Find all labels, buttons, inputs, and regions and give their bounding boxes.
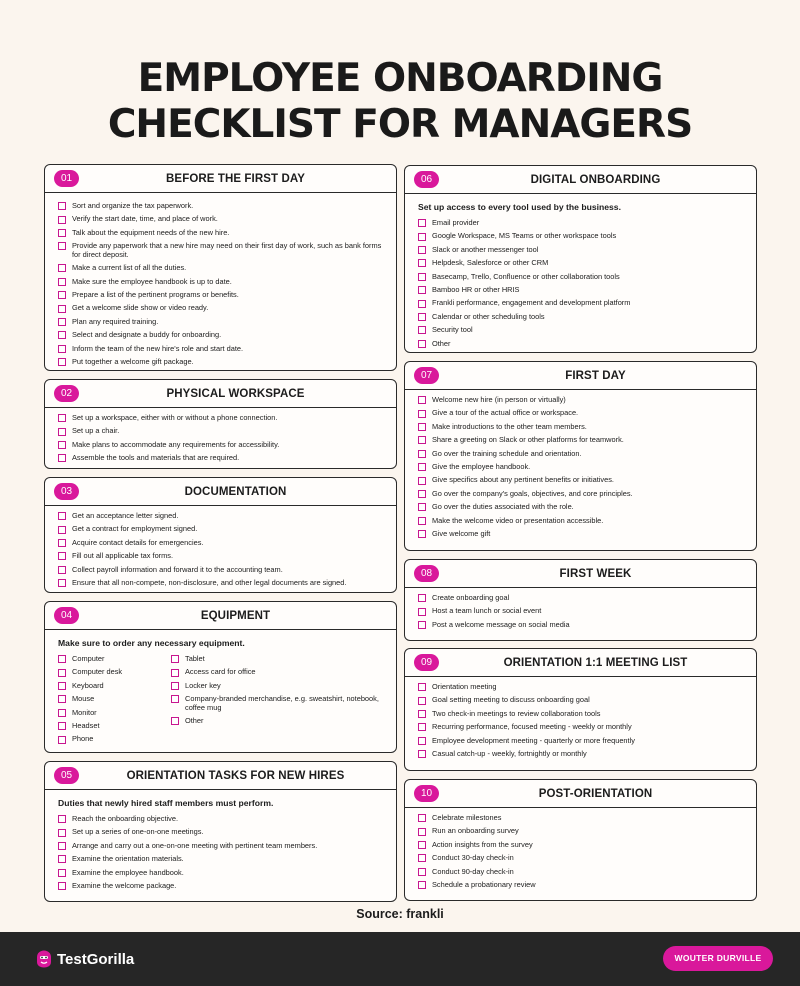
section-title: FIRST DAY (565, 370, 626, 382)
checklist (405, 677, 756, 759)
checklist-item-label: Other (185, 716, 204, 726)
checkbox[interactable] (58, 291, 66, 299)
checklist-item-label: Get a contract for employment signed. (72, 524, 198, 534)
checklist-item-label: Welcome new hire (in person or virtually) (432, 395, 566, 404)
checkbox[interactable] (418, 881, 426, 889)
checkbox[interactable] (171, 655, 179, 663)
checklist-item (418, 621, 746, 630)
checklist-item-label: Go over the duties associated with the role. (432, 502, 574, 512)
section-number-badge: 10 (414, 785, 439, 802)
checklist-item-label: Helpdesk, Salesforce or other CRM (432, 258, 549, 268)
checkbox[interactable] (58, 842, 66, 850)
section-header (405, 560, 756, 588)
checklist-item (418, 827, 746, 836)
footer-bar (0, 932, 800, 986)
checkbox[interactable] (58, 695, 66, 703)
checklist-item-label: Give welcome gift (432, 528, 491, 538)
checklist-item (58, 579, 386, 588)
checklist-item-label: Ensure that all non-compete, non-disclosure, and other legal documents are signed. (72, 577, 347, 587)
checkbox[interactable] (418, 841, 426, 849)
checklist-item (418, 490, 746, 499)
checklist-item (418, 594, 746, 603)
checkbox[interactable] (58, 669, 66, 677)
author-badge: WOUTER DURVILLE (663, 946, 773, 971)
checklist-item (418, 737, 746, 746)
checkbox[interactable] (418, 750, 426, 758)
checkbox[interactable] (418, 313, 426, 321)
checkbox[interactable] (418, 854, 426, 862)
checkbox[interactable] (418, 300, 426, 308)
source-credit: Source: frankli (356, 907, 444, 921)
checklist-item (418, 841, 746, 850)
checkbox[interactable] (418, 594, 426, 602)
checklist-item (171, 695, 381, 712)
section-first-week (404, 559, 757, 641)
section-first-day (404, 361, 757, 551)
checklist-item-label: Other (432, 338, 451, 348)
checklist-item-label: Action insights from the survey (432, 839, 533, 849)
checklist-item-label: Arrange and carry out a one-on-one meeting with pertinent team members. (72, 840, 318, 850)
checklist-item (58, 454, 386, 463)
checkbox[interactable] (58, 229, 66, 237)
checklist-item-label: Celebrate milestones (432, 813, 502, 822)
checklist-item (58, 552, 386, 561)
checklist-item-label: Recurring performance, focused meeting - weekly or monthly (432, 722, 632, 732)
checkbox[interactable] (58, 869, 66, 877)
section-number-badge: 03 (54, 483, 79, 500)
checklist-item (418, 530, 746, 539)
section-orientation-tasks (44, 761, 397, 902)
checkbox[interactable] (418, 340, 426, 348)
checklist-item-label: Prepare a list of the pertinent programs or benefits. (72, 289, 239, 299)
checklist-item-label: Google Workspace, MS Teams or other workspace tools (432, 231, 617, 241)
checkbox[interactable] (171, 717, 179, 725)
checkbox[interactable] (58, 682, 66, 690)
checkbox[interactable] (418, 450, 426, 458)
checklist-item-label: Put together a welcome gift package. (72, 356, 194, 366)
checklist-item (58, 291, 386, 300)
checklist-item-label: Conduct 90-day check-in (432, 866, 514, 876)
section-number-badge: 09 (414, 654, 439, 671)
checklist-item (418, 313, 746, 322)
checklist (45, 506, 396, 588)
checklist-item-label: Computer desk (72, 667, 123, 677)
checkbox[interactable] (418, 503, 426, 511)
checkbox[interactable] (58, 815, 66, 823)
section-number-badge: 07 (414, 367, 439, 384)
checklist-item-label: Monitor (72, 707, 97, 717)
checklist-item (171, 655, 381, 664)
checkbox[interactable] (58, 345, 66, 353)
checklist-item (58, 842, 386, 851)
checklist-item-label: Talk about the equipment needs of the new hire. (72, 227, 230, 237)
checklist-item-label: Basecamp, Trello, Confluence or other collaboration tools (432, 271, 620, 281)
checklist (405, 588, 756, 629)
checkbox[interactable] (418, 683, 426, 691)
checkbox[interactable] (58, 331, 66, 339)
checklist-item (58, 709, 171, 718)
checklist-item (171, 682, 381, 691)
checklist (45, 408, 396, 463)
checklist-item (58, 539, 386, 548)
checkbox[interactable] (418, 530, 426, 538)
checklist-item-label: Fill out all applicable tax forms. (72, 551, 174, 561)
checklist-item-label: Make sure the employee handbook is up to date. (72, 276, 232, 286)
checklist-item-label: Employee development meeting - quarterly or more frequently (432, 735, 635, 745)
section-header (45, 478, 396, 506)
checkbox[interactable] (58, 655, 66, 663)
section-title: ORIENTATION 1:1 MEETING LIST (503, 657, 688, 669)
section-number-badge: 04 (54, 607, 79, 624)
checklist-item (418, 246, 746, 255)
checklist-item (58, 566, 386, 575)
checklist (58, 815, 386, 891)
section-documentation (44, 477, 397, 593)
checklist-item-label: Access card for office (185, 667, 256, 677)
checkbox[interactable] (418, 326, 426, 334)
checkbox[interactable] (418, 410, 426, 418)
section-number-badge: 06 (414, 171, 439, 188)
checkbox[interactable] (58, 278, 66, 286)
checkbox[interactable] (418, 423, 426, 431)
section-title: DOCUMENTATION (184, 486, 287, 498)
checklist-item (58, 655, 171, 664)
checklist (418, 219, 746, 348)
section-title: BEFORE THE FIRST DAY (166, 173, 305, 185)
checklist-item (58, 202, 386, 211)
checkbox[interactable] (418, 621, 426, 629)
checklist-item-label: Assemble the tools and materials that are required. (72, 453, 240, 463)
checkbox[interactable] (58, 882, 66, 890)
checklist-item-label: Tablet (185, 654, 205, 663)
checklist-item-label: Mouse (72, 694, 95, 704)
checkbox[interactable] (418, 436, 426, 444)
checklist-item-label: Headset (72, 720, 100, 730)
section-header (405, 362, 756, 390)
checklist-item (58, 264, 386, 273)
checklist-item (418, 710, 746, 719)
checklist-item (58, 869, 386, 878)
checkbox[interactable] (58, 829, 66, 837)
checklist-item (418, 219, 746, 228)
checkbox[interactable] (418, 286, 426, 294)
checklist-item (58, 318, 386, 327)
checklist-item (418, 286, 746, 295)
checklist-item (171, 717, 381, 726)
checklist-item-label: Conduct 30-day check-in (432, 853, 514, 863)
section-post-orientation (404, 779, 757, 901)
checklist-item-label: Host a team lunch or social event (432, 606, 542, 616)
checkbox[interactable] (58, 512, 66, 520)
section-physical-workspace (44, 379, 397, 469)
checklist-item (58, 278, 386, 287)
brand-name: TestGorilla (57, 950, 135, 968)
checklist-item-label: Run an onboarding survey (432, 826, 519, 836)
checklist-item (58, 229, 386, 238)
checkbox[interactable] (418, 233, 426, 241)
section-number-badge: 02 (54, 385, 79, 402)
checklist-item-label: Acquire contact details for emergencies. (72, 537, 204, 547)
checklist-item-label: Phone (72, 734, 94, 744)
checklist-item-label: Make plans to accommodate any requirements for accessibility. (72, 439, 280, 449)
checklist-item (418, 340, 746, 349)
checklist-item (418, 723, 746, 732)
checklist-item (58, 345, 386, 354)
checklist-item (58, 358, 386, 367)
checklist-item-label: Email provider (432, 218, 480, 227)
section-title: EQUIPMENT (200, 610, 271, 622)
checkbox[interactable] (58, 264, 66, 272)
checkbox[interactable] (58, 242, 66, 250)
gorilla-logo-icon (36, 950, 52, 968)
checklist-item-label: Calendar or other scheduling tools (432, 311, 545, 321)
checklist-item (418, 436, 746, 445)
checkbox[interactable] (58, 526, 66, 534)
checklist-item (58, 695, 171, 704)
checkbox[interactable] (58, 318, 66, 326)
section-intro: Duties that newly hired staff members must perform. (58, 798, 274, 808)
checklist-item-label: Get a welcome slide show or video ready. (72, 303, 209, 313)
checklist-item (418, 299, 746, 308)
checklist-item-label: Make introductions to the other team members. (432, 421, 587, 431)
checklist-item-label: Set up a series of one-on-one meetings. (72, 827, 204, 837)
checklist-item-label: Set up a chair. (72, 426, 120, 436)
checklist-item (418, 396, 746, 405)
checklist-item (58, 441, 386, 450)
checklist-item-label: Set up a workspace, either with or without a phone connection. (72, 413, 278, 422)
checklist-item (418, 868, 746, 877)
checkbox[interactable] (418, 608, 426, 616)
checklist-item-label: Get an acceptance letter signed. (72, 511, 179, 520)
checklist-item-label: Schedule a probationary review (432, 879, 536, 889)
checkbox[interactable] (418, 259, 426, 267)
section-equipment (44, 601, 397, 753)
checkbox[interactable] (58, 736, 66, 744)
checklist-item-label: Inform the team of the new hire's role and start date. (72, 343, 244, 353)
checkbox[interactable] (58, 579, 66, 587)
checklist-item (418, 476, 746, 485)
checklist-item (58, 682, 171, 691)
checklist-item (58, 735, 171, 744)
brand-logo[interactable] (36, 948, 134, 970)
checklist-item (58, 815, 386, 824)
checkbox[interactable] (58, 428, 66, 436)
section-number-badge: 05 (54, 767, 79, 784)
checklist-item-label: Orientation meeting (432, 682, 497, 691)
checklist (45, 196, 396, 366)
checklist-item (418, 273, 746, 282)
checklist-item (418, 409, 746, 418)
page-title-line-1: EMPLOYEE ONBOARDING (137, 56, 663, 101)
checklist-item (418, 259, 746, 268)
checklist-item (58, 331, 386, 340)
checklist-item-label: Bamboo HR or other HRIS (432, 284, 520, 294)
checklist-item (418, 854, 746, 863)
checkbox[interactable] (418, 463, 426, 471)
page-title (0, 56, 800, 148)
checklist-item-label: Keyboard (72, 680, 104, 690)
checkbox[interactable] (58, 202, 66, 210)
checkbox[interactable] (58, 414, 66, 422)
section-number-badge: 01 (54, 170, 79, 187)
section-header (405, 780, 756, 808)
checklist-item-label: Go over the training schedule and orientation. (432, 448, 582, 458)
checklist-item (418, 423, 746, 432)
checklist-item-label: Give a tour of the actual office or workspace. (432, 408, 579, 418)
section-title: ORIENTATION TASKS FOR NEW HIRES (126, 770, 345, 782)
checklist-item-label: Reach the onboarding objective. (72, 814, 179, 823)
checklist-item-label: Share a greeting on Slack or other platforms for teamwork. (432, 435, 624, 445)
section-title: DIGITAL ONBOARDING (530, 174, 661, 186)
checklist-item-label: Collect payroll information and forward it to the accounting team. (72, 564, 283, 574)
checkbox[interactable] (171, 682, 179, 690)
checklist-item (58, 414, 386, 423)
checklist-item-label: Examine the welcome package. (72, 880, 177, 890)
checklist-item-label: Casual catch-up - weekly, fortnightly or monthly (432, 748, 587, 758)
section-digital-onboarding (404, 165, 757, 353)
checklist-item (58, 427, 386, 436)
checklist-item-label: Give the employee handbook. (432, 461, 531, 471)
checkbox[interactable] (418, 868, 426, 876)
checklist-item-label: Verify the start date, time, and place of work. (72, 214, 218, 224)
checklist-item-label: Computer (72, 654, 105, 663)
checklist-item (58, 828, 386, 837)
checkbox[interactable] (58, 454, 66, 462)
checklist-item-label: Company-branded merchandise, e.g. sweatshirt, notebook, coffee mug (185, 694, 379, 712)
checklist-item-label: Plan any required training. (72, 316, 159, 326)
checkbox[interactable] (418, 517, 426, 525)
checklist-item-label: Frankli performance, engagement and development platform (432, 298, 631, 308)
checkbox[interactable] (418, 737, 426, 745)
checklist-item (418, 607, 746, 616)
checkbox[interactable] (58, 855, 66, 863)
checkbox[interactable] (58, 709, 66, 717)
checklist-item-label: Slack or another messenger tool (432, 244, 539, 254)
checklist-item-label: Provide any paperwork that a new hire may need on their first day of work, such as bank forms for direct deposit. (72, 241, 382, 259)
section-header (45, 380, 396, 408)
section-header (405, 166, 756, 194)
checklist-item (418, 450, 746, 459)
checklist-item (418, 503, 746, 512)
checkbox[interactable] (418, 710, 426, 718)
checklist-right-column (171, 655, 381, 749)
checklist-item (418, 750, 746, 759)
checklist-item-label: Examine the employee handbook. (72, 867, 184, 877)
checklist-item (58, 668, 171, 677)
checklist-item (58, 242, 386, 259)
section-title: PHYSICAL WORKSPACE (166, 388, 305, 400)
checklist-item-label: Give specifics about any pertinent benefits or initiatives. (432, 475, 614, 485)
section-before-first-day (44, 164, 397, 371)
checklist-item (418, 463, 746, 472)
checklist-item-label: Goal setting meeting to discuss onboarding goal (432, 695, 590, 705)
checkbox[interactable] (418, 219, 426, 227)
checklist-item (58, 722, 171, 731)
checklist-item-label: Go over the company's goals, objectives, and core principles. (432, 488, 633, 498)
checkbox[interactable] (171, 695, 179, 703)
checkbox[interactable] (418, 477, 426, 485)
checklist-item (171, 668, 381, 677)
checklist-item-label: Make a current list of all the duties. (72, 263, 187, 273)
checkbox[interactable] (418, 697, 426, 705)
checkbox[interactable] (418, 246, 426, 254)
page-title-line-2: CHECKLIST FOR MANAGERS (107, 102, 693, 147)
section-header (45, 602, 396, 630)
checkbox[interactable] (58, 552, 66, 560)
checklist-item (418, 814, 746, 823)
checkbox[interactable] (58, 539, 66, 547)
checklist-item (58, 512, 386, 521)
checklist-item-label: Make the welcome video or presentation accessible. (432, 515, 604, 525)
checkbox[interactable] (418, 396, 426, 404)
section-intro: Set up access to every tool used by the business. (418, 202, 621, 212)
section-orientation-meetings (404, 648, 757, 771)
checkbox[interactable] (58, 305, 66, 313)
checklist-item-label: Create onboarding goal (432, 593, 510, 602)
checkbox[interactable] (418, 814, 426, 822)
checklist-left-column (58, 655, 171, 749)
section-title: POST-ORIENTATION (538, 788, 653, 800)
checklist-item (418, 232, 746, 241)
checklist (405, 808, 756, 890)
checklist-item-label: Two check-in meetings to review collaboration tools (432, 708, 601, 718)
checklist-item-label: Locker key (185, 680, 221, 690)
section-intro: Make sure to order any necessary equipment. (58, 638, 245, 648)
checkbox[interactable] (58, 566, 66, 574)
checklist-item-label: Post a welcome message on social media (432, 619, 570, 629)
checkbox[interactable] (171, 669, 179, 677)
section-title: FIRST WEEK (559, 568, 632, 580)
checklist-item (418, 517, 746, 526)
section-header (45, 165, 396, 193)
checklist (405, 390, 756, 539)
checkbox[interactable] (418, 273, 426, 281)
checkbox[interactable] (58, 722, 66, 730)
checkbox[interactable] (58, 441, 66, 449)
checklist-item (418, 696, 746, 705)
checklist-item (58, 855, 386, 864)
checkbox[interactable] (58, 216, 66, 224)
checklist-item (58, 882, 386, 891)
checklist-item (418, 683, 746, 692)
checklist-item-label: Security tool (432, 325, 473, 335)
checklist-item (58, 215, 386, 224)
checkbox[interactable] (58, 358, 66, 366)
checklist-item-label: Examine the orientation materials. (72, 854, 184, 864)
checklist-item (418, 326, 746, 335)
section-number-badge: 08 (414, 565, 439, 582)
checkbox[interactable] (418, 723, 426, 731)
checklist-item (418, 881, 746, 890)
checklist-item (58, 304, 386, 313)
checklist-item (58, 525, 386, 534)
checklist-item-label: Sort and organize the tax paperwork. (72, 201, 194, 210)
checklist-item-label: Select and designate a buddy for onboarding. (72, 330, 222, 340)
checkbox[interactable] (418, 828, 426, 836)
checkbox[interactable] (418, 490, 426, 498)
section-header (405, 649, 756, 677)
section-header (45, 762, 396, 790)
